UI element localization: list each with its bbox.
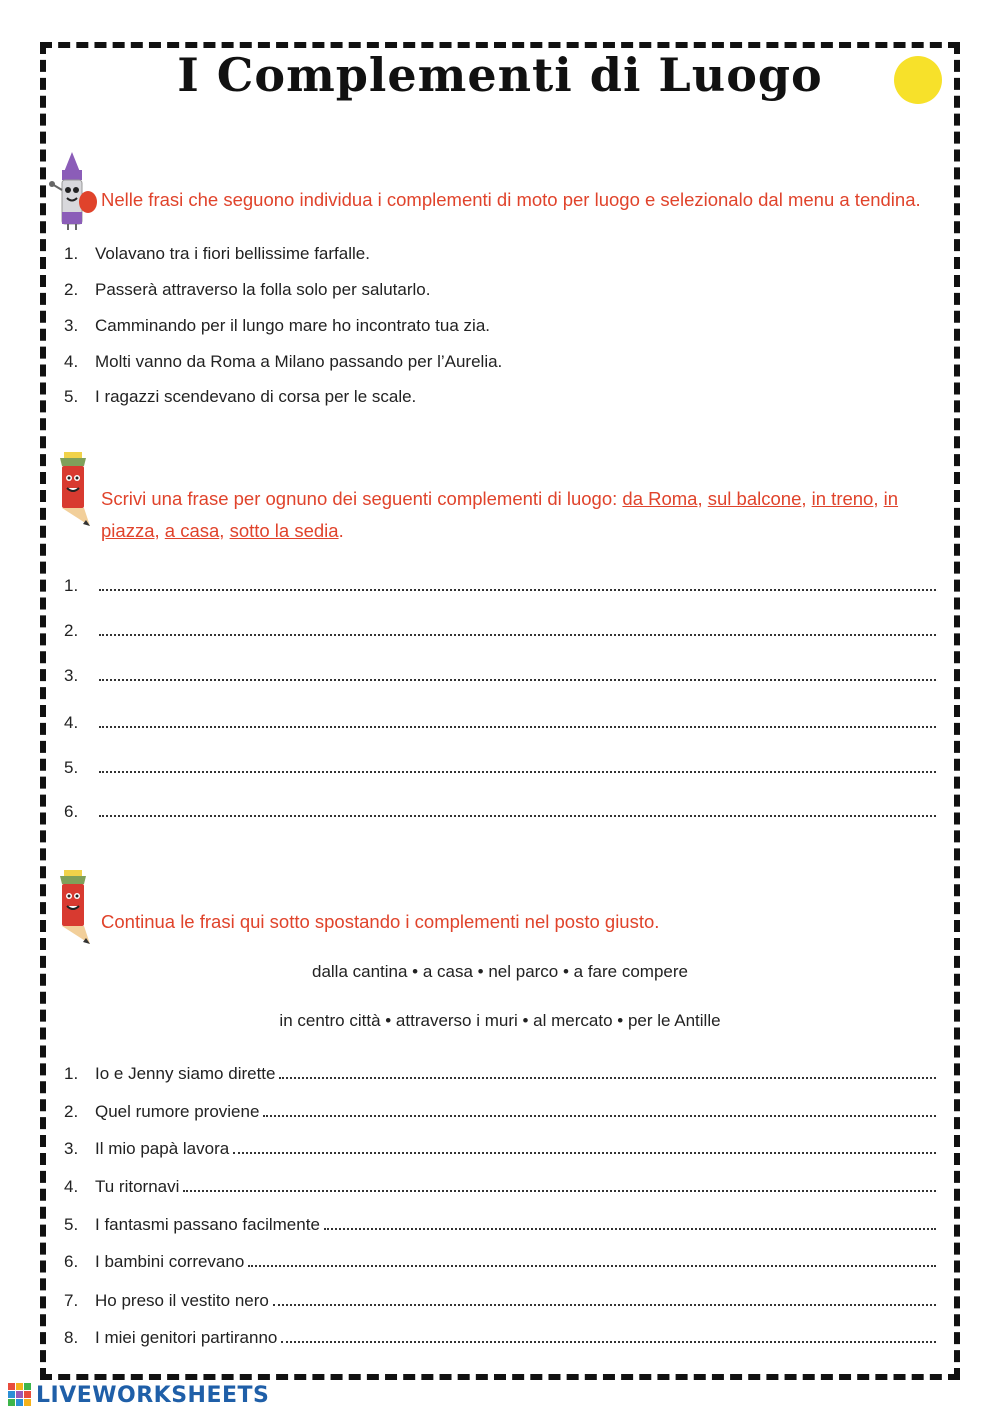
list-item: 3. Camminando per il lungo mare ho incontrato tua zia. bbox=[64, 316, 490, 335]
sun-icon bbox=[894, 56, 942, 104]
answer-field[interactable] bbox=[99, 589, 936, 591]
answer-field[interactable] bbox=[99, 815, 936, 817]
complement-sotto-la-sedia: sotto la sedia bbox=[229, 520, 339, 541]
sentence: Camminando per il lungo mare ho incontrato tua zia. bbox=[95, 316, 490, 335]
section1-instruction: Nelle frasi che seguono individua i complementi di moto per luogo e selezionalo dal menu a tendina. bbox=[101, 189, 921, 210]
answer-field[interactable] bbox=[279, 1077, 936, 1079]
page-title: I Complementi di Luogo bbox=[177, 48, 823, 102]
complement-in-piazza: in piazza bbox=[101, 488, 899, 541]
complement-sul-balcone: sul balcone bbox=[707, 488, 802, 509]
list-item: 2. Quel rumore proviene bbox=[64, 1096, 936, 1122]
sentence: I ragazzi scendevano di corsa per le scale. bbox=[95, 387, 417, 406]
list-item: 6. I bambini correvano bbox=[64, 1246, 936, 1272]
sentence-start: Tu ritornavi bbox=[95, 1177, 180, 1196]
answer-field[interactable] bbox=[273, 1304, 936, 1306]
complement-a-casa: a casa bbox=[164, 520, 220, 541]
list-item: 5. I fantasmi passano facilmente bbox=[64, 1209, 936, 1235]
complement-in-treno: in treno bbox=[811, 488, 874, 509]
footer-brand-text: LIVEWORKSHEETS bbox=[36, 1382, 270, 1408]
pencil-character-icon bbox=[52, 446, 98, 528]
list-item: 8. I miei genitori partiranno bbox=[64, 1322, 936, 1348]
sentence-start: I bambini correvano bbox=[95, 1252, 245, 1271]
liveworksheets-logo-icon bbox=[8, 1383, 32, 1407]
complement-da-roma: da Roma bbox=[622, 488, 698, 509]
sentence-start: Ho preso il vestito nero bbox=[95, 1291, 269, 1310]
answer-field[interactable] bbox=[99, 679, 936, 681]
answer-field[interactable] bbox=[99, 771, 936, 773]
answer-line[interactable]: 6. bbox=[64, 796, 936, 822]
list-item: 7. Ho preso il vestito nero bbox=[64, 1285, 936, 1311]
word-bank-line-2: in centro città • attraverso i muri • al mercato • per le Antille bbox=[279, 1011, 721, 1030]
answer-field[interactable] bbox=[99, 634, 936, 636]
sentence: Molti vanno da Roma a Milano passando per l’Aurelia. bbox=[95, 352, 503, 371]
list-item: 5. I ragazzi scendevano di corsa per le scale. bbox=[64, 387, 417, 406]
section3-instruction: Continua le frasi qui sotto spostando i complementi nel posto giusto. bbox=[101, 911, 660, 932]
list-item: 1. Io e Jenny siamo dirette bbox=[64, 1058, 936, 1084]
answer-line[interactable]: 1. bbox=[64, 570, 936, 596]
sentence: Volavano tra i fiori bellissime farfalle. bbox=[95, 244, 370, 263]
answer-field[interactable] bbox=[263, 1115, 936, 1117]
list-item: 4. Tu ritornavi bbox=[64, 1171, 936, 1197]
section2-instruction: Scrivi una frase per ognuno dei seguenti complementi di luogo: da Roma, sul balcone, in treno, in piazza, a casa, sotto la sedia. bbox=[101, 488, 899, 541]
answer-line[interactable]: 2. bbox=[64, 615, 936, 641]
sentence-start: Quel rumore proviene bbox=[95, 1102, 260, 1121]
answer-line[interactable]: 5. bbox=[64, 752, 936, 778]
sentence: Passerà attraverso la folla solo per salutarlo. bbox=[95, 280, 431, 299]
answer-field[interactable] bbox=[281, 1341, 936, 1343]
crayon-character-icon bbox=[48, 150, 100, 232]
answer-field[interactable] bbox=[248, 1265, 936, 1267]
list-item: 1. Volavano tra i fiori bellissime farfalle. bbox=[64, 244, 370, 263]
answer-line[interactable]: 3. bbox=[64, 660, 936, 686]
word-bank-line-1: dalla cantina • a casa • nel parco • a fare compere bbox=[311, 962, 688, 981]
pencil-character-icon bbox=[52, 864, 98, 946]
list-item: 2. Passerà attraverso la folla solo per salutarlo. bbox=[64, 280, 431, 299]
footer-brand[interactable] bbox=[8, 1381, 269, 1409]
answer-field[interactable] bbox=[183, 1190, 936, 1192]
list-item: 3. Il mio papà lavora bbox=[64, 1133, 936, 1159]
answer-field[interactable] bbox=[99, 726, 936, 728]
sentence-start: Io e Jenny siamo dirette bbox=[95, 1064, 276, 1083]
sentence-start: I fantasmi passano facilmente bbox=[95, 1215, 320, 1234]
answer-line[interactable]: 4. bbox=[64, 707, 936, 733]
answer-field[interactable] bbox=[324, 1228, 936, 1230]
sentence-start: Il mio papà lavora bbox=[95, 1139, 230, 1158]
answer-field[interactable] bbox=[233, 1152, 936, 1154]
list-item: 4. Molti vanno da Roma a Milano passando per l’Aurelia. bbox=[64, 352, 503, 371]
sentence-start: I miei genitori partiranno bbox=[95, 1328, 278, 1347]
